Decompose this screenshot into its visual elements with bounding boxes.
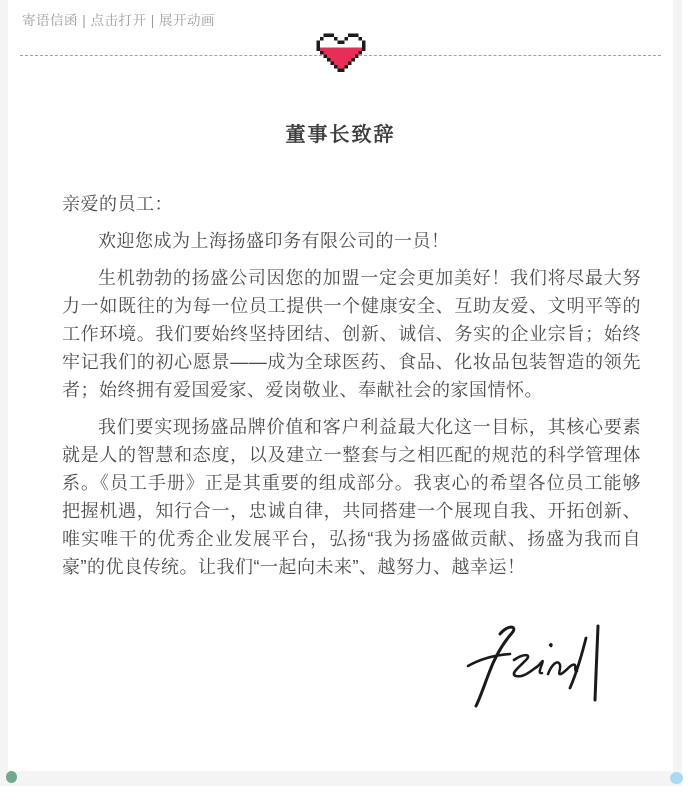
paragraph: 我们要实现扬盛品牌价值和客户利益最大化这一目标，其核心要素就是人的智慧和态度，以及建立一整套与之相匹配的规范的科学管理体系。《员工手册》正是其重要的组成部分。我衷心的希望各位员工能够把握机遇，知行合一，忠诚自律，共同搭建一个展现自我、开拓创新、唯实唯干的优秀企业发展平台，弘扬“我为扬盛做贡献、扬盛为我而自豪”的优良传统。让我们“一起向未来”、越努力、越幸运！ (62, 417, 641, 577)
page-title: 董事长致辞 (285, 124, 396, 146)
resize-handle-left[interactable] (6, 771, 17, 783)
paragraph: 生机勃勃的扬盛公司因您的加盟一定会更加美好！我们将尽最大努力一如既往的为每一位员工提供一个健康安全、互助友爱、文明平等的工作环境。我们要始终坚持团结、创新、诚信、务实的企业宗旨；始终牢记我们的初心愿景——成为全球医药、食品、化妆品包装智造的领先者；始终拥有爱国爱家、爱岗敬业、奉献社会的家国情怀。 (62, 268, 641, 400)
signature-scribble (456, 618, 626, 718)
paragraph: 欢迎您成为上海扬盛印务有限公司的一员！ (98, 231, 450, 251)
letter-body (62, 190, 641, 590)
letter-card (8, 0, 673, 771)
envelope-meta-text[interactable]: 寄语信函 | 点击打开 | 展开动画 (22, 13, 216, 28)
salutation: 亲爱的员工： (62, 194, 173, 214)
resize-handle-right[interactable] (670, 772, 683, 784)
pixel-heart-icon[interactable] (316, 33, 365, 72)
